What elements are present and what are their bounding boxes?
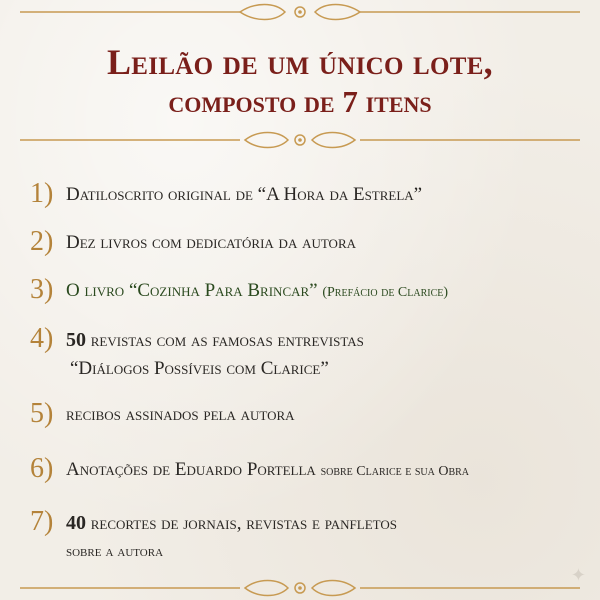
- item-number: 2): [30, 226, 54, 257]
- item-number: 5): [30, 398, 54, 429]
- middle-flourish-ornament: [0, 128, 600, 152]
- item-second-line: sobre a autora: [66, 543, 164, 560]
- sparkle-icon: ✦: [570, 565, 586, 585]
- item-count: 40: [66, 512, 86, 534]
- item-note: sobre Clarice e sua Obra: [320, 464, 470, 479]
- item-number: 3): [30, 274, 54, 305]
- item-text: recibos assinados pela autora: [66, 404, 295, 425]
- bottom-flourish-ornament: [0, 576, 600, 600]
- item-count: 50: [66, 329, 86, 351]
- item-main-text: Anotações de Eduardo Portella: [66, 459, 316, 480]
- item-number: 4): [30, 323, 54, 354]
- item-text: Datiloscrito original de “A Hora da Estrela”: [66, 184, 423, 205]
- item-text: [66, 280, 448, 302]
- item-main-text: recortes de jornais, revistas e panfletos: [90, 513, 397, 534]
- item-text: Dez livros com dedicatória da autora: [66, 232, 357, 253]
- item-number: 6): [30, 453, 54, 484]
- item-number: 1): [30, 178, 54, 209]
- title-line-1: Leilão de um único lote,: [107, 42, 493, 82]
- item-text: [66, 512, 397, 561]
- item-main-text: revistas com as famosas entrevistas: [90, 330, 364, 351]
- top-flourish-ornament: [0, 0, 600, 24]
- item-text: [66, 459, 469, 481]
- title-line-2: composto de 7 itens: [168, 84, 432, 119]
- item-number: 7): [30, 506, 54, 537]
- item-note: (Prefácio de Clarice): [322, 285, 449, 300]
- item-text: [66, 329, 364, 380]
- item-main-text: O livro “Cozinha Para Brincar”: [66, 280, 318, 301]
- item-second-line: “Diálogos Possíveis com Clarice”: [70, 358, 329, 379]
